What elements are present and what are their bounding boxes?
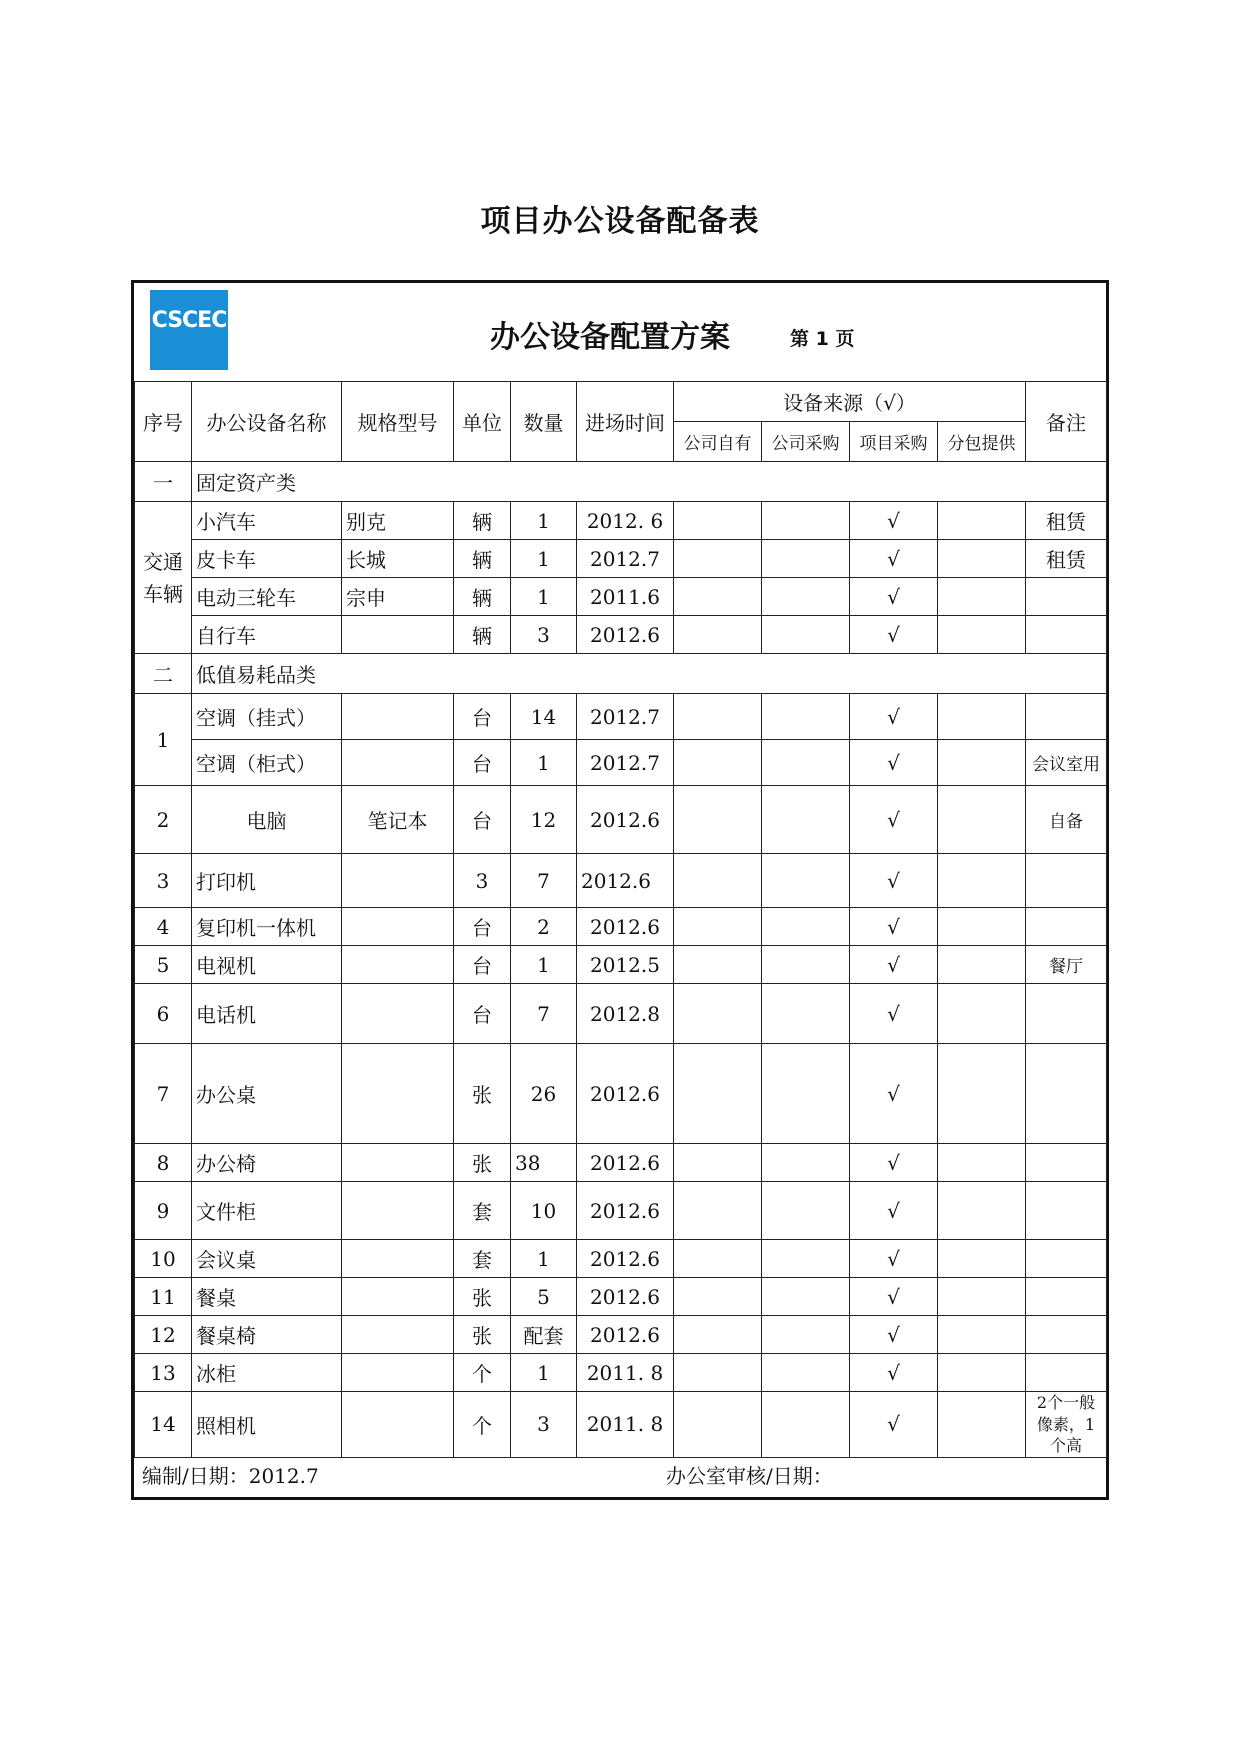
- item-qty: 14: [511, 694, 577, 740]
- item-remark: [1026, 854, 1107, 908]
- source-company-cell: [762, 1182, 850, 1240]
- header-unit: 单位: [454, 382, 511, 462]
- source-sub-cell: [938, 740, 1026, 786]
- source-company-cell: [762, 854, 850, 908]
- item-spec: [342, 984, 454, 1044]
- item-unit: 3: [454, 854, 511, 908]
- item-date: 2012.5: [577, 946, 674, 984]
- item-qty: 1: [511, 946, 577, 984]
- item-spec: [342, 854, 454, 908]
- item-unit: 辆: [454, 578, 511, 616]
- source-own-cell: [674, 1182, 762, 1240]
- item-qty: 1: [511, 1240, 577, 1278]
- item-seq: 2: [135, 786, 192, 854]
- source-sub-cell: [938, 1044, 1026, 1144]
- table-row: [135, 616, 1107, 654]
- item-date: 2012.6: [577, 1144, 674, 1182]
- check-mark: √: [850, 984, 938, 1044]
- item-remark: [1026, 578, 1107, 616]
- item-date: 2012.6: [577, 854, 674, 908]
- source-company-cell: [762, 502, 850, 540]
- table-row: [135, 1044, 1107, 1144]
- table-row: [135, 740, 1107, 786]
- source-company-cell: [762, 786, 850, 854]
- item-qty: 5: [511, 1278, 577, 1316]
- item-date: 2011. 8: [577, 1392, 674, 1458]
- item-qty: 7: [511, 984, 577, 1044]
- item-remark: [1026, 908, 1107, 946]
- item-remark: 会议室用: [1026, 740, 1107, 786]
- source-sub-cell: [938, 1316, 1026, 1354]
- check-mark: √: [850, 1278, 938, 1316]
- table-row: [135, 1278, 1107, 1316]
- item-date: 2011.6: [577, 578, 674, 616]
- item-name: 小汽车: [192, 502, 342, 540]
- source-own-cell: [674, 786, 762, 854]
- item-qty: 26: [511, 1044, 577, 1144]
- item-remark: [1026, 1144, 1107, 1182]
- item-date: 2012.6: [577, 1278, 674, 1316]
- source-company-cell: [762, 740, 850, 786]
- table-row: [135, 1392, 1107, 1458]
- source-sub-cell: [938, 578, 1026, 616]
- item-remark: [1026, 1182, 1107, 1240]
- item-date: 2012.6: [577, 1240, 674, 1278]
- source-own-cell: [674, 984, 762, 1044]
- table-row: [135, 786, 1107, 854]
- source-own-cell: [674, 540, 762, 578]
- item-date: 2012.8: [577, 984, 674, 1044]
- item-unit: 台: [454, 694, 511, 740]
- item-date: 2012.6: [577, 908, 674, 946]
- item-remark: [1026, 1240, 1107, 1278]
- item-spec: [342, 1144, 454, 1182]
- item-spec: 笔记本: [342, 786, 454, 854]
- item-remark: 自备: [1026, 786, 1107, 854]
- item-seq: 14: [135, 1392, 192, 1458]
- item-qty: 配套: [511, 1316, 577, 1354]
- item-spec: [342, 1316, 454, 1354]
- table-row: [135, 946, 1107, 984]
- section-seq: 一: [135, 462, 192, 502]
- item-unit: 台: [454, 946, 511, 984]
- source-own-cell: [674, 740, 762, 786]
- item-unit: 台: [454, 984, 511, 1044]
- item-unit: 台: [454, 740, 511, 786]
- table-row: [135, 1144, 1107, 1182]
- item-seq: 9: [135, 1182, 192, 1240]
- item-date: 2012.6: [577, 786, 674, 854]
- vehicle-group-cell: 交通车辆: [135, 502, 192, 654]
- item-date: 2012.6: [577, 616, 674, 654]
- item-name: 餐桌椅: [192, 1316, 342, 1354]
- source-own-cell: [674, 1278, 762, 1316]
- source-own-cell: [674, 616, 762, 654]
- item-spec: [342, 946, 454, 984]
- table-row: [135, 694, 1107, 740]
- item-qty: 2: [511, 908, 577, 946]
- source-sub-cell: [938, 1182, 1026, 1240]
- item-remark: [1026, 1278, 1107, 1316]
- source-own-cell: [674, 578, 762, 616]
- item-name: 照相机: [192, 1392, 342, 1458]
- item-seq: 7: [135, 1044, 192, 1144]
- header-remark: 备注: [1026, 382, 1107, 462]
- item-name: 餐桌: [192, 1278, 342, 1316]
- item-remark: [1026, 616, 1107, 654]
- item-qty: 1: [511, 1354, 577, 1392]
- source-own-cell: [674, 946, 762, 984]
- item-date: 2012.7: [577, 540, 674, 578]
- source-sub-cell: [938, 694, 1026, 740]
- section-row: [135, 462, 1107, 502]
- item-remark: [1026, 1316, 1107, 1354]
- check-mark: √: [850, 1240, 938, 1278]
- section-label: 低值易耗品类: [192, 654, 1107, 694]
- check-mark: √: [850, 694, 938, 740]
- item-seq: 8: [135, 1144, 192, 1182]
- header-qty: 数量: [511, 382, 577, 462]
- item-qty: 3: [511, 1392, 577, 1458]
- item-name: 电话机: [192, 984, 342, 1044]
- item-seq: 13: [135, 1354, 192, 1392]
- source-own-cell: [674, 1240, 762, 1278]
- source-sub-cell: [938, 1354, 1026, 1392]
- source-own-cell: [674, 694, 762, 740]
- check-mark: √: [850, 1044, 938, 1144]
- source-own-cell: [674, 1144, 762, 1182]
- source-own-cell: [674, 1392, 762, 1458]
- source-sub-cell: [938, 1278, 1026, 1316]
- table-row: [135, 578, 1107, 616]
- header-source: 设备来源（√）: [674, 382, 1026, 422]
- item-date: 2012. 6: [577, 502, 674, 540]
- source-sub-cell: [938, 946, 1026, 984]
- item-name: 打印机: [192, 854, 342, 908]
- logo-text: CSCEC: [151, 308, 227, 333]
- item-date: 2011. 8: [577, 1354, 674, 1392]
- item-qty: 1: [511, 540, 577, 578]
- item-qty: 1: [511, 578, 577, 616]
- table-row: [135, 908, 1107, 946]
- item-spec: [342, 1278, 454, 1316]
- header-source-company: 公司采购: [762, 422, 850, 462]
- item-date: 2012.7: [577, 740, 674, 786]
- source-sub-cell: [938, 908, 1026, 946]
- item-name: 自行车: [192, 616, 342, 654]
- item-remark: [1026, 1044, 1107, 1144]
- item-remark: 租赁: [1026, 502, 1107, 540]
- item-unit: 套: [454, 1240, 511, 1278]
- item-spec: [342, 908, 454, 946]
- item-date: 2012.6: [577, 1044, 674, 1144]
- source-company-cell: [762, 1240, 850, 1278]
- check-mark: √: [850, 1144, 938, 1182]
- item-name: 办公椅: [192, 1144, 342, 1182]
- item-seq: 10: [135, 1240, 192, 1278]
- table-row: [135, 502, 1107, 540]
- item-seq: 11: [135, 1278, 192, 1316]
- check-mark: √: [850, 1316, 938, 1354]
- item-name: 电脑: [192, 786, 342, 854]
- item-unit: 个: [454, 1354, 511, 1392]
- source-company-cell: [762, 578, 850, 616]
- item-spec: [342, 1044, 454, 1144]
- header-row-1: [135, 382, 1107, 422]
- table-row: [135, 854, 1107, 908]
- item-name: 电动三轮车: [192, 578, 342, 616]
- source-own-cell: [674, 502, 762, 540]
- item-unit: 张: [454, 1044, 511, 1144]
- item-unit: 辆: [454, 616, 511, 654]
- source-company-cell: [762, 1354, 850, 1392]
- reviewed-by-date: 办公室审核/日期：: [666, 1464, 833, 1488]
- table-row: [135, 984, 1107, 1044]
- item-unit: 套: [454, 1182, 511, 1240]
- item-qty: 12: [511, 786, 577, 854]
- source-own-cell: [674, 1354, 762, 1392]
- source-sub-cell: [938, 1144, 1026, 1182]
- item-seq: 1: [135, 694, 192, 786]
- item-spec: 宗申: [342, 578, 454, 616]
- document-title: 项目办公设备配备表: [480, 204, 760, 239]
- check-mark: √: [850, 540, 938, 578]
- section-seq: 二: [135, 654, 192, 694]
- source-company-cell: [762, 694, 850, 740]
- item-unit: 张: [454, 1316, 511, 1354]
- item-remark: [1026, 984, 1107, 1044]
- source-company-cell: [762, 540, 850, 578]
- item-unit: 张: [454, 1144, 511, 1182]
- source-own-cell: [674, 854, 762, 908]
- source-company-cell: [762, 1044, 850, 1144]
- item-spec: [342, 1182, 454, 1240]
- header-source-own: 公司自有: [674, 422, 762, 462]
- prepared-by-date: 编制/日期：2012.7: [142, 1464, 319, 1488]
- item-spec: 别克: [342, 502, 454, 540]
- source-company-cell: [762, 1392, 850, 1458]
- item-name: 会议桌: [192, 1240, 342, 1278]
- item-spec: [342, 1354, 454, 1392]
- header-date: 进场时间: [577, 382, 674, 462]
- item-qty: 7: [511, 854, 577, 908]
- check-mark: √: [850, 786, 938, 854]
- header-name: 办公设备名称: [192, 382, 342, 462]
- item-name: 空调（挂式）: [192, 694, 342, 740]
- item-seq: 4: [135, 908, 192, 946]
- check-mark: √: [850, 578, 938, 616]
- check-mark: √: [850, 854, 938, 908]
- header-source-project: 项目采购: [850, 422, 938, 462]
- source-company-cell: [762, 1278, 850, 1316]
- check-mark: √: [850, 616, 938, 654]
- item-name: 冰柜: [192, 1354, 342, 1392]
- item-unit: 辆: [454, 502, 511, 540]
- source-sub-cell: [938, 786, 1026, 854]
- item-remark: 2个一般像素，1个高: [1026, 1392, 1107, 1458]
- item-remark: [1026, 694, 1107, 740]
- source-company-cell: [762, 946, 850, 984]
- source-company-cell: [762, 908, 850, 946]
- check-mark: √: [850, 1392, 938, 1458]
- check-mark: √: [850, 740, 938, 786]
- section-row: [135, 654, 1107, 694]
- company-logo: [150, 290, 228, 370]
- check-mark: √: [850, 908, 938, 946]
- item-unit: 辆: [454, 540, 511, 578]
- check-mark: √: [850, 1182, 938, 1240]
- source-company-cell: [762, 616, 850, 654]
- section-label: 固定资产类: [192, 462, 1107, 502]
- table-row: [135, 1316, 1107, 1354]
- item-name: 空调（柜式）: [192, 740, 342, 786]
- item-seq: 12: [135, 1316, 192, 1354]
- item-name: 复印机一体机: [192, 908, 342, 946]
- source-company-cell: [762, 984, 850, 1044]
- item-name: 电视机: [192, 946, 342, 984]
- item-spec: [342, 1240, 454, 1278]
- item-qty: 1: [511, 502, 577, 540]
- check-mark: √: [850, 946, 938, 984]
- source-company-cell: [762, 1316, 850, 1354]
- source-own-cell: [674, 1044, 762, 1144]
- item-remark: 餐厅: [1026, 946, 1107, 984]
- item-qty: 10: [511, 1182, 577, 1240]
- item-unit: 个: [454, 1392, 511, 1458]
- check-mark: √: [850, 502, 938, 540]
- item-name: 文件柜: [192, 1182, 342, 1240]
- page-number: 第 1 页: [790, 328, 855, 350]
- plan-title: 办公设备配置方案: [490, 320, 730, 355]
- item-date: 2012.6: [577, 1182, 674, 1240]
- item-spec: 长城: [342, 540, 454, 578]
- source-sub-cell: [938, 1240, 1026, 1278]
- source-company-cell: [762, 1144, 850, 1182]
- source-own-cell: [674, 1316, 762, 1354]
- source-sub-cell: [938, 502, 1026, 540]
- source-sub-cell: [938, 616, 1026, 654]
- table-row: [135, 540, 1107, 578]
- item-spec: [342, 1392, 454, 1458]
- source-own-cell: [674, 908, 762, 946]
- item-qty: 3: [511, 616, 577, 654]
- item-unit: 张: [454, 1278, 511, 1316]
- item-qty: 38: [511, 1144, 577, 1182]
- item-date: 2012.7: [577, 694, 674, 740]
- source-sub-cell: [938, 1392, 1026, 1458]
- source-sub-cell: [938, 854, 1026, 908]
- source-sub-cell: [938, 984, 1026, 1044]
- item-spec: [342, 616, 454, 654]
- table-row: [135, 1240, 1107, 1278]
- item-name: 皮卡车: [192, 540, 342, 578]
- header-spec: 规格型号: [342, 382, 454, 462]
- item-seq: 6: [135, 984, 192, 1044]
- item-spec: [342, 694, 454, 740]
- equipment-table: [134, 381, 1107, 1458]
- item-spec: [342, 740, 454, 786]
- header-seq: 序号: [135, 382, 192, 462]
- item-date: 2012.6: [577, 1316, 674, 1354]
- source-sub-cell: [938, 540, 1026, 578]
- item-qty: 1: [511, 740, 577, 786]
- item-unit: 台: [454, 786, 511, 854]
- check-mark: √: [850, 1354, 938, 1392]
- item-seq: 5: [135, 946, 192, 984]
- item-remark: [1026, 1354, 1107, 1392]
- header-source-subcontractor: 分包提供: [938, 422, 1026, 462]
- table-row: [135, 1182, 1107, 1240]
- item-name: 办公桌: [192, 1044, 342, 1144]
- table-row: [135, 1354, 1107, 1392]
- item-unit: 台: [454, 908, 511, 946]
- item-remark: 租赁: [1026, 540, 1107, 578]
- item-seq: 3: [135, 854, 192, 908]
